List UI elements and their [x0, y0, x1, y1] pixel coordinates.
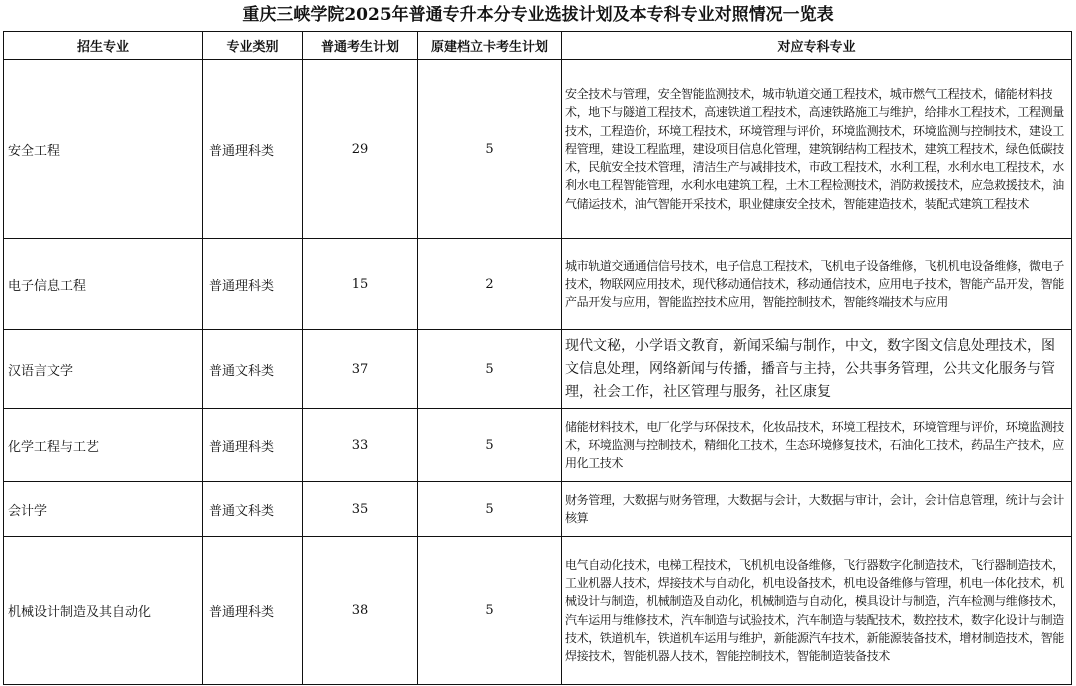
- major-cell: 化学工程与工艺: [4, 409, 203, 482]
- header-special-plan: 原建档立卡考生计划: [418, 32, 562, 60]
- major-cell: 会计学: [4, 482, 203, 537]
- corresponding-cell: 储能材料技术，电厂化学与环保技术，化妆品技术，环境工程技术，环境管理与评价，环境监测技术，环境监测与控制技术，精细化工技术，生态环境修复技术，石油化工技术，药品生产技术，应用化工技术: [562, 409, 1072, 482]
- plan-cell: 29: [303, 60, 418, 239]
- special-plan-cell: 5: [418, 60, 562, 239]
- corresponding-cell: 安全技术与管理，安全智能监测技术，城市轨道交通工程技术，城市燃气工程技术，储能材料技术，地下与隧道工程技术，高速铁道工程技术，高速铁路施工与维护，给排水工程技术，工程测量技术，工程造价，环境工程技术，环境管理与评价，环境监测技术，环境监测与控制技术，建设工程管理，建设工程监理，建设项目信息化管理，建筑钢结构工程技术，建筑工程技术，绿色低碳技术，民航安全技术管理，清洁生产与减排技术，市政工程技术，水利工程，水利水电工程技术，水利水电工程智能管理，水利水电建筑工程，土木工程检测技术，消防救援技术，应急救援技术，油气储运技术，油气智能开采技术，职业健康安全技术，智能建造技术，装配式建筑工程技术: [562, 60, 1072, 239]
- header-corresponding: 对应专科专业: [562, 32, 1072, 60]
- special-plan-cell: 5: [418, 330, 562, 409]
- corresponding-cell: 现代文秘，小学语文教育，新闻采编与制作，中文，数字图文信息处理技术，图文信息处理，网络新闻与传播，播音与主持，公共事务管理，公共文化服务与管理，社会工作，社区管理与服务，社区康复: [562, 330, 1072, 409]
- table-row: [4, 409, 1072, 482]
- corresponding-cell: 电气自动化技术，电梯工程技术，飞机机电设备维修，飞行器数字化制造技术，飞行器制造技术，工业机器人技术，焊接技术与自动化，机电设备技术，机电设备维修与管理，机电一体化技术，机械设计与制造，机械制造及自动化，机械制造与自动化，模具设计与制造，汽车检测与维修技术，汽车运用与维修技术，汽车制造与试验技术，汽车制造与装配技术，数控技术，数字化设计与制造技术，铁道机车，铁道机车运用与维护，新能源汽车技术，新能源装备技术，增材制造技术，智能焊接技术，智能机器人技术，智能控制技术，智能制造装备技术: [562, 537, 1072, 685]
- table-row: [4, 330, 1072, 409]
- table-row: [4, 482, 1072, 537]
- plan-cell: 37: [303, 330, 418, 409]
- category-cell: 普通理科类: [203, 239, 303, 330]
- category-cell: 普通理科类: [203, 409, 303, 482]
- table-row: [4, 239, 1072, 330]
- table-row: [4, 60, 1072, 239]
- page-title: 重庆三峡学院2025年普通专升本分专业选拔计划及本专科专业对照情况一览表: [242, 5, 834, 25]
- table-row: [4, 537, 1072, 685]
- category-cell: 普通理科类: [203, 60, 303, 239]
- table-header-row: [4, 32, 1072, 60]
- major-cell: 汉语言文学: [4, 330, 203, 409]
- special-plan-cell: 5: [418, 537, 562, 685]
- enrollment-table: [3, 31, 1072, 685]
- header-category: 专业类别: [203, 32, 303, 60]
- header-major: 招生专业: [4, 32, 203, 60]
- header-plan: 普通考生计划: [303, 32, 418, 60]
- special-plan-cell: 5: [418, 409, 562, 482]
- special-plan-cell: 5: [418, 482, 562, 537]
- category-cell: 普通文科类: [203, 330, 303, 409]
- category-cell: 普通理科类: [203, 537, 303, 685]
- special-plan-cell: 2: [418, 239, 562, 330]
- plan-cell: 15: [303, 239, 418, 330]
- major-cell: 机械设计制造及其自动化: [4, 537, 203, 685]
- corresponding-cell: 财务管理，大数据与财务管理，大数据与会计，大数据与审计，会计，会计信息管理，统计与会计核算: [562, 482, 1072, 537]
- major-cell: 电子信息工程: [4, 239, 203, 330]
- corresponding-cell: 城市轨道交通通信信号技术，电子信息工程技术，飞机电子设备维修，飞机机电设备维修，微电子技术，物联网应用技术，现代移动通信技术，移动通信技术，应用电子技术，智能产品开发，智能产品开发与应用，智能监控技术应用，智能控制技术，智能终端技术与应用: [562, 239, 1072, 330]
- major-cell: 安全工程: [4, 60, 203, 239]
- category-cell: 普通文科类: [203, 482, 303, 537]
- plan-cell: 35: [303, 482, 418, 537]
- plan-cell: 38: [303, 537, 418, 685]
- plan-cell: 33: [303, 409, 418, 482]
